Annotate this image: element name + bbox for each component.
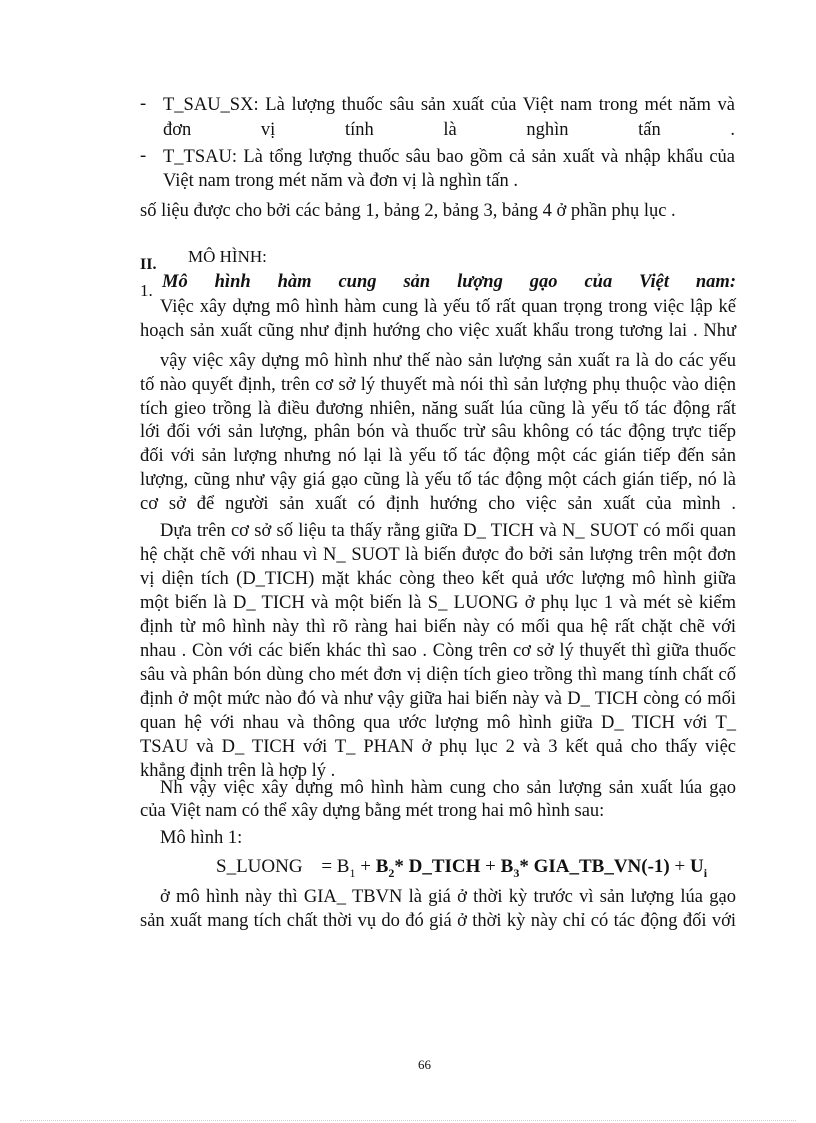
paragraph-line: vậy việc xây dựng mô hình như thế nào sản lượng sản xuất ra là do các yếu — [160, 351, 736, 371]
bullet-2-line-1: T_TSAU: Là tổng lượng thuốc sâu bao gồm cả sản xuất và nhập khẩu của — [163, 147, 735, 167]
eq-plus: + — [360, 856, 371, 877]
eq-sign: = — [321, 856, 333, 877]
bullet-2-line-2: Việt nam trong mét năm và đơn vị là nghìn tấn . — [163, 171, 518, 191]
paragraph-line: đối với sản lượng nhưng nó lại là yếu tố tác động một các gián tiếp đến sản — [140, 446, 736, 466]
bullet-1-line-2: đơn vị tính là nghìn tấn . — [163, 120, 735, 140]
paragraph-line: cơ sở để người sản xuất có định hướng cho việc sản xuất của mình . — [140, 494, 736, 514]
eq-u: U — [689, 856, 704, 877]
paragraph-line: TSAU và D_ TICH với T_ PHAN ở phụ lục 2 và 3 kết quả cho thấy việc — [140, 737, 736, 757]
section-title: MÔ HÌNH: — [188, 247, 267, 266]
paragraph-line: hoạch sản xuất cũng như định hướng cho việc xuất khẩu trong tương lai . Như — [140, 321, 736, 341]
eq-u-sub: i — [703, 865, 708, 880]
section-number: II. — [140, 256, 157, 273]
paragraph-line: của Việt nam có thể xây dựng bằng mét trong hai mô hình sau: — [140, 801, 605, 821]
paragraph-line: lới đối với sản lượng, phân bón và thuốc trừ sâu không có tác động trực tiếp — [140, 422, 736, 442]
source-note: số liệu được cho bởi các bảng 1, bảng 2, bảng 3, bảng 4 ở phần phụ lục . — [140, 201, 676, 221]
eq-b3: B — [500, 856, 514, 877]
model-label: Mô hình 1: — [160, 828, 243, 848]
paragraph-line: nhau . Còn với các biến khác thì sao . Còng trên cơ sở lý thuyết thì giữa thuốc — [140, 641, 736, 661]
paragraph-line: sâu và phân bón dùng cho mét đơn vị diện tích gieo trồng thì mang tính chất cố — [140, 665, 736, 685]
page-bottom-divider — [20, 1120, 796, 1121]
subsection-title: Mô hình hàm cung sản lượng gạo của Việt nam: — [162, 272, 736, 292]
eq-plus: + — [674, 856, 686, 877]
paragraph-line: sản xuất mang tích chất thời vụ do đó giá ở thời kỳ này chỉ có tác động đối với — [140, 911, 736, 931]
page-number: 66 — [418, 1057, 431, 1072]
paragraph-line: Dựa trên cơ sở số liệu ta thấy rằng giữa D_ TICH và N_ SUOT có mối quan — [160, 521, 736, 541]
paragraph-line: quan hệ với nhau và thông qua ước lượng mô hình giữa D_ TICH với T_ — [140, 713, 736, 733]
eq-term2: * D_TICH — [394, 856, 481, 877]
paragraph-line: tố nào quyết định, trên cơ sở lý thuyết mà nói thì sản lượng phụ thuộc vào diện — [140, 375, 736, 395]
eq-b1-sub: 1 — [349, 865, 356, 880]
eq-b3-sub: 3 — [513, 865, 520, 880]
eq-lhs: S_LUONG — [216, 856, 303, 877]
paragraph-line: Nh vậy việc xây dựng mô hình hàm cung cho sản lượng sản xuất lúa gạo — [160, 778, 736, 798]
eq-term3: * GIA_TB_VN(-1) — [519, 856, 670, 877]
eq-b2-sub: 2 — [388, 865, 395, 880]
paragraph-line: định ở một mức nào đó và như vậy giữa hai biến này và D_ TICH còng có mối — [140, 689, 736, 709]
paragraph-line: lượng, cũng như vậy giá gạo cũng là yếu tố tác động một cách gián tiếp, nó là — [140, 470, 736, 490]
model-equation — [216, 856, 707, 881]
paragraph-line: một biến là D_ TICH và một biến là S_ LUONG ở phụ lục 1 và mét sè kiểm — [140, 593, 736, 613]
paragraph-line: định từ mô hình này thì rõ ràng hai biến này có mối qua hệ rất chặt chẽ với — [140, 617, 736, 637]
eq-plus: + — [485, 856, 496, 877]
paragraph-line: hệ chặt chẽ với nhau vì N_ SUOT là biến được đo bởi sản lượng trên một đơn — [140, 545, 736, 565]
paragraph-line: ở mô hình này thì GIA_ TBVN là giá ở thời kỳ trước vì sản lượng lúa gạo — [160, 887, 736, 907]
eq-b2: B — [375, 856, 389, 877]
paragraph-line: vị diện tích (D_TICH) mặt khác còng theo kết quả ước lượng mô hình giữa — [140, 569, 736, 589]
paragraph-line: khẳng định trên là hợp lý . — [140, 761, 336, 781]
eq-b1: B — [336, 856, 350, 877]
bullet-dash: - — [140, 94, 147, 114]
bullet-dash: - — [140, 146, 147, 166]
bullet-1-line-1: T_SAU_SX: Là lượng thuốc sâu sản xuất của Việt nam trong mét năm và — [163, 95, 735, 115]
paragraph-line: Việc xây dựng mô hình hàm cung là yếu tố rất quan trọng trong việc lập kế — [160, 297, 736, 317]
paragraph-line: tích gieo trồng là điều đương nhiên, năng suất lúa cũng là yếu tố tác động rất — [140, 399, 736, 419]
subsection-number: 1. — [140, 281, 153, 300]
